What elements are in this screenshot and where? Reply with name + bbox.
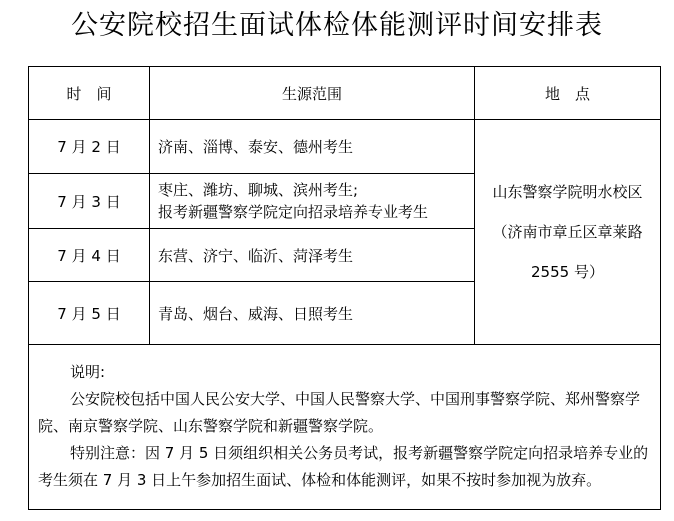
row-date: 7 月 5 日 xyxy=(29,282,150,345)
header-location: 地 点 xyxy=(475,67,661,120)
table-row xyxy=(29,120,661,174)
row-source: 青岛、烟台、威海、日照考生 xyxy=(150,282,475,345)
row-date: 7 月 3 日 xyxy=(29,174,150,229)
header-time: 时 间 xyxy=(29,67,150,120)
row-source xyxy=(150,174,475,229)
notes-label: 说明: xyxy=(70,363,106,381)
location-line-1: 山东警察学院明水校区 xyxy=(492,183,643,201)
row-source-line: 报考新疆警察学院定向招录培养专业考生 xyxy=(158,203,429,221)
row-date: 7 月 4 日 xyxy=(29,229,150,282)
location-cell xyxy=(475,120,661,345)
location-line-3: 2555 号） xyxy=(531,263,604,281)
notes-cell xyxy=(29,345,661,510)
row-source-line: 枣庄、潍坊、聊城、滨州考生; xyxy=(158,181,359,199)
header-source: 生源范围 xyxy=(150,67,475,120)
row-source: 济南、淄博、泰安、德州考生 xyxy=(150,120,475,174)
location-line-2: （济南市章丘区章莱路 xyxy=(492,223,643,241)
notes-row xyxy=(29,345,661,510)
notes-paragraph-2: 特别注意：因 7 月 5 日须组织相关公务员考试，报考新疆警察学院定向招录培养专业的考生须在 7 月 3 日上午参加招生面试、体检和体能测评，如果不按时参加视为放弃。 xyxy=(38,444,649,489)
row-source: 东营、济宁、临沂、菏泽考生 xyxy=(150,229,475,282)
table-header-row xyxy=(29,67,661,120)
schedule-table xyxy=(28,66,661,510)
row-date: 7 月 2 日 xyxy=(29,120,150,174)
notes-paragraph-1: 公安院校包括中国人民公安大学、中国人民警察大学、中国刑事警察学院、郑州警察学院、南京警察学院、山东警察学院和新疆警察学院。 xyxy=(38,390,641,435)
page-title: 公安院校招生面试体检体能测评时间安排表 xyxy=(71,10,603,41)
